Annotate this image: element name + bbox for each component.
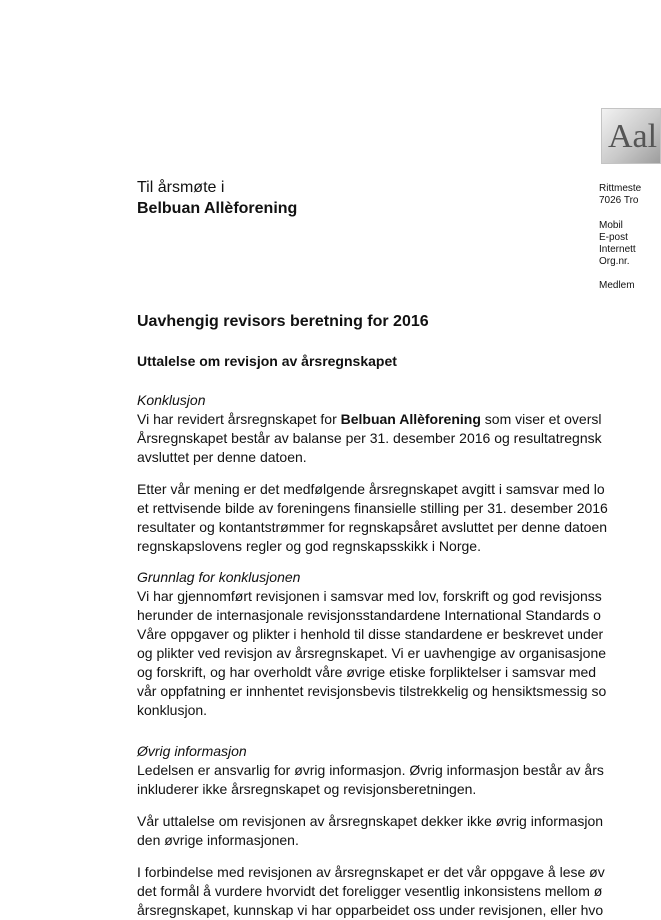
membership-label: Medlem [599,280,635,291]
konklusjon-heading: Konklusjon [137,392,206,408]
body-line: avsluttet per denne datoen. [137,449,307,465]
body-line: det formål å vurdere hvorvidt det foreligger vesentlig inkonsistens mellom ø [137,883,603,899]
body-line: regnskapslovens regler og god regnskapsskikk i Norge. [137,538,481,554]
contact-mobile-label: Mobil [599,220,623,231]
report-body [137,391,640,920]
body-line: Årsregnskapet består av balanse per 31. desember 2016 og resultatregnsk [137,430,602,446]
body-text: som viser et oversl [480,411,602,427]
body-line: inkluderer ikke årsregnskapet og revisjonsberetningen. [137,781,477,797]
address-street: Rittmeste [599,183,642,194]
body-line: resultater og kontantstrømmer for regnskapsåret avsluttet per denne datoen [137,519,608,535]
body-text: Vi har revidert årsregnskapet for [137,411,341,427]
recipient-block [137,177,297,219]
recipient-line: Til årsmøte i [137,179,225,196]
body-line: Ledelsen er ansvarlig for øvrig informasjon. Øvrig informasjon består av års [137,762,604,778]
body-line: årsregnskapet, kunnskap vi har opparbeidet oss under revisjonen, eller hvo [137,902,604,918]
ovrig-heading: Øvrig informasjon [137,743,247,759]
contact-email-label: E-post [599,232,628,243]
body-line: herunder de internasjonale revisjonsstandardene International Standards o [137,607,601,623]
body-line: og forskrift, og har overholdt våre øvrige etiske forpliktelser i samsvar med [137,664,597,680]
body-line: et rettvisende bilde av foreningens finansielle stilling per 31. desember 2016 [137,500,608,516]
contact-orgnr-label: Org.nr. [599,256,630,267]
body-line: Etter vår mening er det medfølgende årsregnskapet avgitt i samsvar med lo [137,481,605,497]
body-line [137,410,640,429]
body-line: I forbindelse med revisjonen av årsregnskapet er det vår oppgave å lese øv [137,864,605,880]
company-logo: Aal [601,108,661,164]
body-line: konklusjon. [137,702,208,718]
address-postal: 7026 Tro [599,195,639,206]
body-line: Vår uttalelse om revisjonen av årsregnskapet dekker ikke øvrig informasjon [137,813,604,829]
body-line: Vi har gjennomført revisjonen i samsvar med lov, forskrift og god revisjonss [137,588,602,604]
recipient-name: Belbuan Allèforening [137,200,298,217]
body-line: og plikter ved revisjon av årsregnskapet. Vi er uavhengige av organisasjone [137,645,607,661]
organization-name: Belbuan Allèforening [340,411,481,427]
body-line: Våre oppgaver og plikter i henhold til disse standardene er beskrevet under [137,626,604,642]
contact-internet-label: Internett [599,244,636,255]
body-line: vår oppfatning er innhentet revisjonsbevis tilstrekkelig og hensiktsmessig so [137,683,607,699]
grunnlag-heading: Grunnlag for konklusjonen [137,569,301,585]
section-title: Uttalelse om revisjon av årsregnskapet [137,353,397,369]
body-line: den øvrige informasjonen. [137,832,299,848]
report-title: Uavhengig revisors beretning for 2016 [137,313,429,330]
